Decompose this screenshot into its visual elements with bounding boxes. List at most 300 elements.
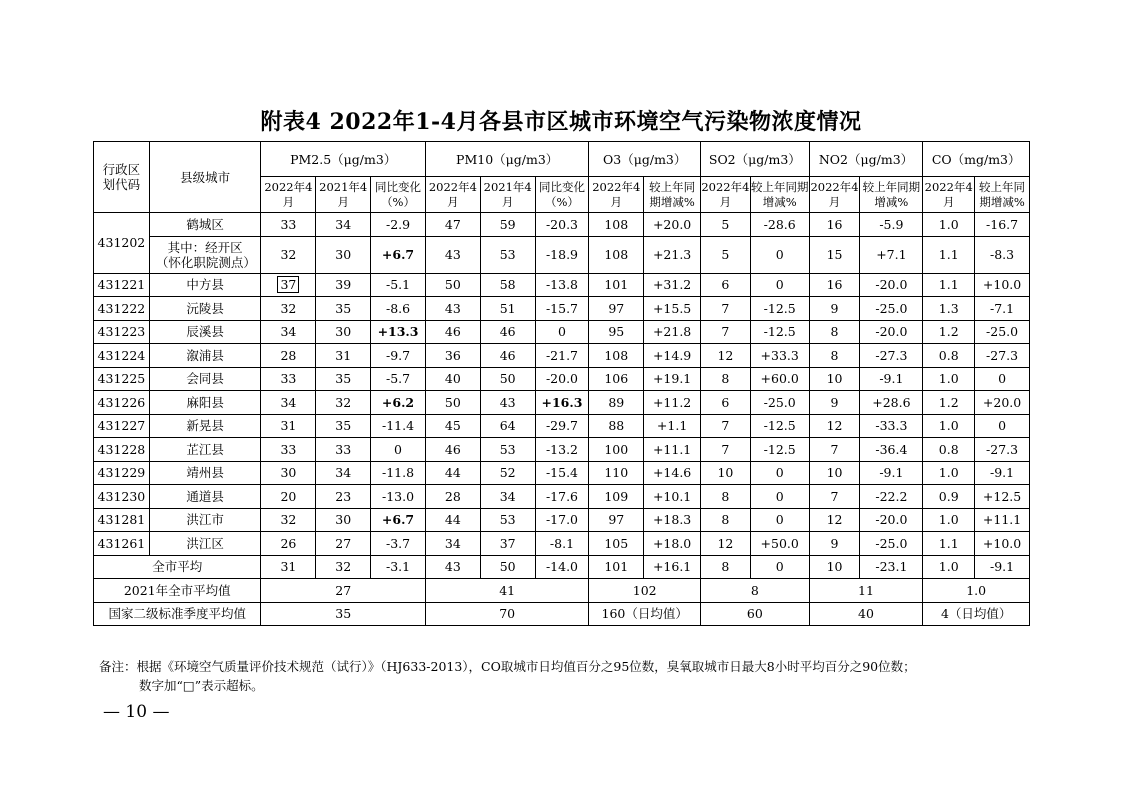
value-cell: 8 (701, 579, 810, 603)
footnote (99, 657, 1029, 695)
value-cell: +1.1 (644, 414, 701, 438)
value-cell: -27.3 (975, 438, 1030, 462)
value-cell: -11.8 (371, 461, 426, 485)
value-cell: 51 (480, 297, 535, 321)
value-cell: 6 (701, 273, 751, 297)
value-cell: -13.0 (371, 485, 426, 509)
value-cell: -29.7 (535, 414, 589, 438)
footnote-line: 备注：根据《环境空气质量评价技术规范（试行）》（HJ633-2013），CO取城市日均值百分之95位数，臭氧取城市日最大8小时平均百分之90位数； (99, 659, 916, 674)
value-cell: -5.1 (371, 273, 426, 297)
value-cell: -7.1 (975, 297, 1030, 321)
table-row (94, 236, 1030, 273)
value-cell: 32 (261, 508, 316, 532)
value-cell: -16.7 (975, 213, 1030, 237)
value-cell: +10.1 (644, 485, 701, 509)
value-cell: 33 (261, 438, 316, 462)
value-cell: 1.1 (923, 532, 975, 556)
value-cell: 97 (589, 508, 644, 532)
value-cell: 4（日均值） (923, 602, 1030, 626)
table-body (94, 213, 1030, 626)
value-cell: 12 (701, 532, 751, 556)
value-cell: 53 (480, 438, 535, 462)
value-cell: 34 (425, 532, 480, 556)
value-cell: -20.0 (860, 320, 923, 344)
sub-2022: 2022年4月 (589, 177, 644, 213)
value-cell: 1.0 (923, 579, 1030, 603)
value-cell: +11.2 (644, 391, 701, 415)
value-cell: 12 (701, 344, 751, 368)
value-cell: 1.0 (923, 367, 975, 391)
value-cell: 100 (589, 438, 644, 462)
value-cell: 160（日均值） (589, 602, 701, 626)
header-co: CO（mg/m3） (923, 142, 1030, 177)
value-cell: 15 (809, 236, 860, 273)
value-cell: -12.5 (750, 414, 809, 438)
value-cell: -8.6 (371, 297, 426, 321)
value-cell: 50 (480, 367, 535, 391)
sub-2021: 2021年4月 (480, 177, 535, 213)
value-cell: -12.5 (750, 320, 809, 344)
value-cell: +11.1 (644, 438, 701, 462)
value-cell: 28 (425, 485, 480, 509)
value-cell: 35 (316, 367, 371, 391)
bold-value: +6.7 (381, 512, 415, 528)
table-row (94, 461, 1030, 485)
region-code: 431202 (94, 213, 150, 274)
sub-cmp: 较上年同期增减% (750, 177, 809, 213)
value-cell (261, 273, 316, 297)
value-cell: 23 (316, 485, 371, 509)
value-cell (535, 391, 589, 415)
value-cell: -14.0 (535, 555, 589, 579)
value-cell: +31.2 (644, 273, 701, 297)
value-cell: 7 (701, 414, 751, 438)
value-cell: 46 (480, 344, 535, 368)
value-cell: 30 (316, 508, 371, 532)
sub-2022: 2022年4月 (425, 177, 480, 213)
region-code: 431227 (94, 414, 150, 438)
value-cell: 59 (480, 213, 535, 237)
value-cell: 64 (480, 414, 535, 438)
value-cell: 34 (261, 320, 316, 344)
value-cell: 20 (261, 485, 316, 509)
value-cell: +18.3 (644, 508, 701, 532)
table-title: 附表4 2022年1-4月各县市区城市环境空气污染物浓度情况 (260, 109, 862, 135)
value-cell: +18.0 (644, 532, 701, 556)
value-cell: 27 (261, 579, 425, 603)
value-cell: +7.1 (860, 236, 923, 273)
value-cell: -8.1 (535, 532, 589, 556)
county-name: 辰溪县 (149, 320, 261, 344)
value-cell: -25.0 (750, 391, 809, 415)
value-cell: 11 (809, 579, 923, 603)
county-name: 沅陵县 (149, 297, 261, 321)
standard-row (94, 602, 1030, 626)
value-cell: 50 (480, 555, 535, 579)
value-cell: 102 (589, 579, 701, 603)
value-cell: 0 (975, 367, 1030, 391)
county-name: 新晃县 (149, 414, 261, 438)
value-cell: 109 (589, 485, 644, 509)
value-cell: 0 (750, 485, 809, 509)
value-cell: -22.2 (860, 485, 923, 509)
value-cell: 53 (480, 508, 535, 532)
value-cell: -9.7 (371, 344, 426, 368)
table-row (94, 213, 1030, 237)
region-code: 431230 (94, 485, 150, 509)
table-row (94, 532, 1030, 556)
value-cell: 0 (750, 555, 809, 579)
region-code: 431223 (94, 320, 150, 344)
value-cell: 58 (480, 273, 535, 297)
header-so2: SO2（μg/m3） (701, 142, 810, 177)
value-cell: -20.3 (535, 213, 589, 237)
value-cell: +10.0 (975, 532, 1030, 556)
value-cell: 0 (535, 320, 589, 344)
table-row (94, 367, 1030, 391)
value-cell: +21.8 (644, 320, 701, 344)
county-name: 通道县 (149, 485, 261, 509)
value-cell: 108 (589, 236, 644, 273)
county-name: 会同县 (149, 367, 261, 391)
value-cell: 8 (701, 367, 751, 391)
value-cell: +14.6 (644, 461, 701, 485)
value-cell: 1.1 (923, 273, 975, 297)
value-cell: 8 (701, 555, 751, 579)
value-cell: -13.8 (535, 273, 589, 297)
value-cell: 33 (261, 367, 316, 391)
header-o3: O3（μg/m3） (589, 142, 701, 177)
value-cell: 6 (701, 391, 751, 415)
county-name: 芷江县 (149, 438, 261, 462)
table-row (94, 273, 1030, 297)
value-cell: 8 (809, 320, 860, 344)
sub-cmp: 较上年同期增减% (860, 177, 923, 213)
header-code: 行政区划代码 (94, 142, 150, 213)
county-name: 其中：经开区（怀化职院测点） (149, 236, 261, 273)
value-cell (371, 236, 426, 273)
value-cell: 1.0 (923, 508, 975, 532)
value-cell: -11.4 (371, 414, 426, 438)
value-cell: -20.0 (860, 273, 923, 297)
value-cell: -20.0 (535, 367, 589, 391)
value-cell: -17.0 (535, 508, 589, 532)
region-code: 431222 (94, 297, 150, 321)
value-cell (371, 508, 426, 532)
region-code: 431281 (94, 508, 150, 532)
footnote-line: 数字加“□”表示超标。 (139, 678, 264, 693)
value-cell: 10 (809, 367, 860, 391)
value-cell: 47 (425, 213, 480, 237)
value-cell: 33 (316, 438, 371, 462)
value-cell: -21.7 (535, 344, 589, 368)
region-code: 431228 (94, 438, 150, 462)
value-cell: 34 (480, 485, 535, 509)
value-cell: 53 (480, 236, 535, 273)
value-cell: 43 (425, 297, 480, 321)
sub-yoy: 同比变化（%） (371, 177, 426, 213)
value-cell: 34 (316, 213, 371, 237)
value-cell: +16.1 (644, 555, 701, 579)
value-cell: 1.3 (923, 297, 975, 321)
value-cell: 27 (316, 532, 371, 556)
value-cell: 0 (750, 508, 809, 532)
county-name: 全市平均 (94, 555, 261, 579)
value-cell: -20.0 (860, 508, 923, 532)
value-cell: 1.2 (923, 320, 975, 344)
value-cell: 88 (589, 414, 644, 438)
value-cell: 7 (809, 485, 860, 509)
table-row (94, 344, 1030, 368)
value-cell: -28.6 (750, 213, 809, 237)
county-name: 溆浦县 (149, 344, 261, 368)
value-cell: 106 (589, 367, 644, 391)
value-cell: +10.0 (975, 273, 1030, 297)
value-cell: 9 (809, 532, 860, 556)
value-cell: 44 (425, 508, 480, 532)
value-cell: 44 (425, 461, 480, 485)
value-cell: -25.0 (860, 297, 923, 321)
value-cell: -36.4 (860, 438, 923, 462)
value-cell: 32 (261, 236, 316, 273)
region-code: 431229 (94, 461, 150, 485)
value-cell: 5 (701, 213, 751, 237)
sub-2022: 2022年4月 (809, 177, 860, 213)
value-cell: 7 (701, 438, 751, 462)
value-cell: +33.3 (750, 344, 809, 368)
table-row (94, 297, 1030, 321)
value-cell: 1.0 (923, 461, 975, 485)
value-cell: -15.4 (535, 461, 589, 485)
value-cell: 0 (371, 438, 426, 462)
value-cell: -9.1 (975, 555, 1030, 579)
value-cell: -9.1 (860, 461, 923, 485)
value-cell: 10 (809, 461, 860, 485)
air-quality-table (93, 141, 1030, 626)
value-cell: -5.9 (860, 213, 923, 237)
value-cell: 30 (261, 461, 316, 485)
value-cell: +19.1 (644, 367, 701, 391)
value-cell: 10 (701, 461, 751, 485)
value-cell: 8 (701, 508, 751, 532)
value-cell: 40 (809, 602, 923, 626)
sub-2022: 2022年4月 (923, 177, 975, 213)
bold-value: +16.3 (541, 394, 583, 410)
value-cell: -9.1 (975, 461, 1030, 485)
value-cell: -23.1 (860, 555, 923, 579)
bold-value: +13.3 (377, 324, 419, 340)
region-code: 431224 (94, 344, 150, 368)
value-cell: -27.3 (975, 344, 1030, 368)
value-cell: 108 (589, 213, 644, 237)
value-cell: 32 (261, 297, 316, 321)
page-number: — 10 — (103, 702, 170, 722)
sub-yoy: 同比变化（%） (535, 177, 589, 213)
value-cell: +15.5 (644, 297, 701, 321)
value-cell: 30 (316, 320, 371, 344)
header-county: 县级城市 (149, 142, 261, 213)
value-cell: +20.0 (644, 213, 701, 237)
value-cell: 50 (425, 391, 480, 415)
exceed-marker: 37 (277, 276, 299, 293)
value-cell: 35 (261, 602, 425, 626)
value-cell: 33 (261, 213, 316, 237)
value-cell: 60 (701, 602, 810, 626)
value-cell: 52 (480, 461, 535, 485)
row-label: 2021年全市平均值 (94, 579, 261, 603)
value-cell: 8 (809, 344, 860, 368)
county-name: 鹤城区 (149, 213, 261, 237)
value-cell: 0.8 (923, 344, 975, 368)
value-cell: 43 (480, 391, 535, 415)
value-cell: 35 (316, 297, 371, 321)
table-row (94, 555, 1030, 579)
value-cell: 28 (261, 344, 316, 368)
value-cell: 1.1 (923, 236, 975, 273)
value-cell: 31 (316, 344, 371, 368)
value-cell: 7 (701, 297, 751, 321)
value-cell (371, 320, 426, 344)
value-cell: 0 (750, 236, 809, 273)
value-cell: 46 (480, 320, 535, 344)
table-row (94, 320, 1030, 344)
value-cell: 45 (425, 414, 480, 438)
value-cell: 108 (589, 344, 644, 368)
value-cell: 89 (589, 391, 644, 415)
county-name: 洪江市 (149, 508, 261, 532)
bold-value: +6.2 (381, 394, 415, 410)
value-cell: 30 (316, 236, 371, 273)
county-name: 中方县 (149, 273, 261, 297)
value-cell: 0 (750, 273, 809, 297)
value-cell: 46 (425, 320, 480, 344)
value-cell: -15.7 (535, 297, 589, 321)
value-cell: -5.7 (371, 367, 426, 391)
region-code: 431226 (94, 391, 150, 415)
value-cell: 39 (316, 273, 371, 297)
value-cell: 10 (809, 555, 860, 579)
value-cell: 97 (589, 297, 644, 321)
header-pm25: PM2.5（μg/m3） (261, 142, 425, 177)
value-cell: 0.9 (923, 485, 975, 509)
region-code: 431261 (94, 532, 150, 556)
value-cell: -3.7 (371, 532, 426, 556)
value-cell: 43 (425, 236, 480, 273)
county-name: 麻阳县 (149, 391, 261, 415)
value-cell: -25.0 (860, 532, 923, 556)
sub-cmp: 较上年同期增减% (975, 177, 1030, 213)
value-cell: -2.9 (371, 213, 426, 237)
value-cell: +12.5 (975, 485, 1030, 509)
header-no2: NO2（μg/m3） (809, 142, 923, 177)
value-cell: 105 (589, 532, 644, 556)
value-cell: -8.3 (975, 236, 1030, 273)
value-cell: -27.3 (860, 344, 923, 368)
value-cell: 0 (750, 461, 809, 485)
value-cell: 95 (589, 320, 644, 344)
value-cell: 32 (316, 555, 371, 579)
value-cell: -12.5 (750, 297, 809, 321)
value-cell: 34 (261, 391, 316, 415)
value-cell: -17.6 (535, 485, 589, 509)
value-cell: 34 (316, 461, 371, 485)
sub-2022: 2022年4月 (701, 177, 751, 213)
value-cell: 50 (425, 273, 480, 297)
value-cell: 1.2 (923, 391, 975, 415)
value-cell: -3.1 (371, 555, 426, 579)
value-cell: 36 (425, 344, 480, 368)
table-row (94, 391, 1030, 415)
value-cell: 12 (809, 508, 860, 532)
table-row (94, 485, 1030, 509)
value-cell: 16 (809, 273, 860, 297)
value-cell: +50.0 (750, 532, 809, 556)
value-cell: 101 (589, 273, 644, 297)
county-name: 靖州县 (149, 461, 261, 485)
row-label: 国家二级标准季度平均值 (94, 602, 261, 626)
value-cell: 46 (425, 438, 480, 462)
value-cell: -18.9 (535, 236, 589, 273)
value-cell: 70 (425, 602, 588, 626)
value-cell: 0.8 (923, 438, 975, 462)
value-cell: 12 (809, 414, 860, 438)
value-cell: 31 (261, 555, 316, 579)
value-cell: 8 (701, 485, 751, 509)
value-cell: 101 (589, 555, 644, 579)
region-code: 431221 (94, 273, 150, 297)
value-cell: 9 (809, 297, 860, 321)
value-cell: 7 (809, 438, 860, 462)
value-cell: -12.5 (750, 438, 809, 462)
value-cell: +60.0 (750, 367, 809, 391)
value-cell: 41 (425, 579, 588, 603)
value-cell: -33.3 (860, 414, 923, 438)
sub-2021: 2021年4月 (316, 177, 371, 213)
value-cell: 35 (316, 414, 371, 438)
value-cell: 40 (425, 367, 480, 391)
value-cell: 110 (589, 461, 644, 485)
county-name: 洪江区 (149, 532, 261, 556)
value-cell: 31 (261, 414, 316, 438)
value-cell: +11.1 (975, 508, 1030, 532)
value-cell: 16 (809, 213, 860, 237)
table-row (94, 438, 1030, 462)
value-cell: +20.0 (975, 391, 1030, 415)
value-cell: 0 (975, 414, 1030, 438)
table-row (94, 414, 1030, 438)
value-cell: 1.0 (923, 213, 975, 237)
value-cell: +28.6 (860, 391, 923, 415)
value-cell: -13.2 (535, 438, 589, 462)
value-cell: 26 (261, 532, 316, 556)
summary-row (94, 579, 1030, 603)
value-cell: -9.1 (860, 367, 923, 391)
bold-value: +6.7 (381, 247, 415, 262)
sub-2022: 2022年4月 (261, 177, 316, 213)
value-cell (371, 391, 426, 415)
value-cell: 7 (701, 320, 751, 344)
value-cell: +14.9 (644, 344, 701, 368)
value-cell: -25.0 (975, 320, 1030, 344)
value-cell: +21.3 (644, 236, 701, 273)
sub-cmp: 较上年同期增减% (644, 177, 701, 213)
value-cell: 5 (701, 236, 751, 273)
value-cell: 1.0 (923, 414, 975, 438)
header-pm10: PM10（μg/m3） (425, 142, 588, 177)
region-code: 431225 (94, 367, 150, 391)
value-cell: 9 (809, 391, 860, 415)
table-row (94, 508, 1030, 532)
